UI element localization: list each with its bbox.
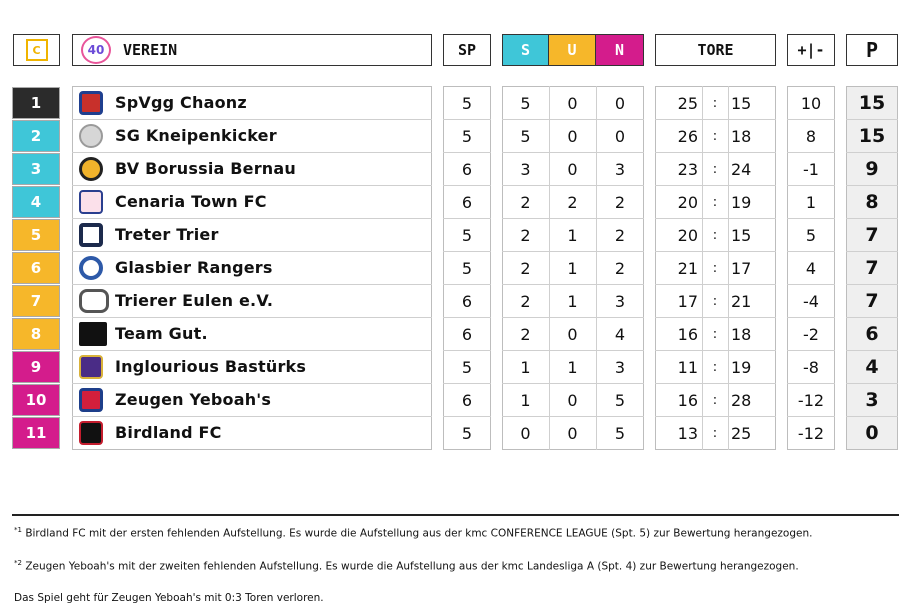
score-separator: :: [712, 128, 718, 144]
rank-badge: 1: [12, 87, 60, 119]
team-name: Cenaria Town FC: [115, 192, 267, 211]
club-header-label: VEREIN: [123, 41, 178, 59]
losses: 3: [614, 291, 626, 311]
goals-against: 28: [731, 390, 752, 410]
games-header[interactable]: SP: [443, 34, 491, 66]
losses-header[interactable]: N: [596, 34, 644, 66]
team-name: Inglourious Bastürks: [115, 357, 307, 376]
points: 7: [865, 257, 879, 279]
rank-badge: 2: [12, 120, 60, 152]
score-separator: :: [712, 194, 718, 210]
losses: 2: [614, 258, 626, 278]
anniversary-badge-icon: 40: [81, 36, 111, 64]
league-logo: [13, 34, 60, 66]
draws: 1: [567, 258, 578, 278]
shield-navy-icon: [79, 223, 103, 247]
team-name: SpVgg Chaonz: [115, 93, 247, 112]
rank-badge: 3: [12, 153, 60, 185]
games-played: 5: [461, 225, 473, 245]
wins: 5: [520, 126, 531, 146]
losses: 4: [614, 324, 626, 344]
draws: 0: [567, 423, 578, 443]
goals-for: 23: [677, 159, 698, 179]
gut-icon: [79, 322, 107, 346]
rank-badge: 11: [12, 417, 60, 449]
goals-for: 21: [677, 258, 698, 278]
wins: 5: [520, 93, 531, 113]
wins-header[interactable]: S: [502, 34, 549, 66]
rank-badge: 6: [12, 252, 60, 284]
wins: 2: [520, 258, 531, 278]
score-separator: :: [712, 392, 718, 408]
goal-difference: -8: [803, 357, 819, 377]
wins: 1: [520, 390, 531, 410]
bird-icon: [79, 421, 103, 445]
diff-header[interactable]: +|-: [787, 34, 835, 66]
footnote-divider: [12, 514, 899, 516]
points: 7: [865, 290, 879, 312]
draws: 0: [567, 126, 578, 146]
goal-difference: 4: [805, 258, 817, 278]
games-played: 6: [461, 159, 473, 179]
losses: 0: [614, 93, 626, 113]
score-separator: :: [712, 227, 718, 243]
draws: 1: [567, 225, 578, 245]
team-name: Trierer Eulen e.V.: [115, 291, 274, 310]
goals-header[interactable]: TORE: [655, 34, 776, 66]
losses: 2: [614, 225, 626, 245]
draws: 2: [567, 192, 578, 212]
games-played: 6: [461, 291, 473, 311]
points: 15: [858, 92, 886, 114]
rank-badge: 7: [12, 285, 60, 317]
goals-for: 13: [677, 423, 698, 443]
games-played: 6: [461, 324, 473, 344]
goals-against: 15: [731, 93, 752, 113]
rank-badge: 4: [12, 186, 60, 218]
score-separator: :: [712, 326, 718, 342]
games-played: 5: [461, 423, 473, 443]
wins: 2: [520, 225, 531, 245]
goal-difference: -1: [803, 159, 819, 179]
team-name: BV Borussia Bernau: [115, 159, 296, 178]
wins: 2: [520, 192, 531, 212]
team-name: Glasbier Rangers: [115, 258, 273, 277]
goal-difference: 1: [805, 192, 817, 212]
wins: 0: [520, 423, 531, 443]
goals-for: 20: [677, 192, 698, 212]
footnote-3: Das Spiel geht für Zeugen Yeboah's mit 0:3 Toren verloren.: [14, 592, 324, 604]
goal-difference: -4: [803, 291, 819, 311]
draws: 0: [567, 93, 578, 113]
team-name: SG Kneipenkicker: [115, 126, 277, 145]
footnote-1: $^{*1}$ Birdland FC mit der ersten fehlenden Aufstellung. Es wurde die Aufstellung aus der kmc CONFERENCE LEAGUE (Spt. 5) zur Bewertung herangezogen.: [14, 526, 813, 540]
score-separator: :: [712, 161, 718, 177]
score-separator: :: [712, 425, 718, 441]
goals-against: 24: [731, 159, 752, 179]
losses: 3: [614, 357, 626, 377]
goal-difference: 8: [805, 126, 817, 146]
games-played: 5: [461, 357, 473, 377]
goals-for: 16: [677, 390, 698, 410]
crest-red-icon: [79, 388, 103, 412]
goals-against: 18: [731, 126, 752, 146]
points: 15: [858, 125, 886, 147]
rank-badge: 5: [12, 219, 60, 251]
goals-for: 25: [677, 93, 698, 113]
wins: 3: [520, 159, 531, 179]
goals-for: 20: [677, 225, 698, 245]
tiger-icon: [79, 157, 103, 181]
losses: 5: [614, 423, 626, 443]
draws: 0: [567, 159, 578, 179]
wins: 2: [520, 324, 531, 344]
goals-against: 25: [731, 423, 752, 443]
score-separator: :: [712, 293, 718, 309]
shield-purple-icon: [79, 355, 103, 379]
team-name: Treter Trier: [115, 225, 219, 244]
losses: 3: [614, 159, 626, 179]
footnote-2: $^{*2}$ Zeugen Yeboah's mit der zweiten fehlenden Aufstellung. Es wurde die Aufstellung aus der kmc Landesliga A (Spt. 4) zur Bewertung herangezogen.: [14, 559, 799, 573]
goal-difference: -12: [797, 423, 825, 443]
points: 4: [865, 356, 879, 378]
crest-pink-icon: [79, 190, 103, 214]
draws: 1: [567, 291, 578, 311]
losses: 5: [614, 390, 626, 410]
owl-icon: [79, 289, 109, 313]
goals-for: 16: [677, 324, 698, 344]
games-played: 5: [461, 258, 473, 278]
wins: 2: [520, 291, 531, 311]
draws: 0: [567, 324, 578, 344]
goal-difference: -12: [797, 390, 825, 410]
club-header[interactable]: [72, 34, 432, 66]
games-played: 5: [461, 126, 473, 146]
rank-badge: 8: [12, 318, 60, 350]
round-grey-icon: [79, 124, 103, 148]
wins: 1: [520, 357, 531, 377]
team-name: Birdland FC: [115, 423, 222, 442]
goals-for: 17: [677, 291, 698, 311]
goal-difference: 5: [805, 225, 817, 245]
goals-for: 26: [677, 126, 698, 146]
losses: 0: [614, 126, 626, 146]
goals-against: 21: [731, 291, 752, 311]
goals-against: 15: [731, 225, 752, 245]
team-name: Zeugen Yeboah's: [115, 390, 272, 409]
rank-badge: 10: [12, 384, 60, 416]
points: 0: [865, 422, 879, 444]
goal-difference: 10: [800, 93, 822, 113]
losses: 2: [614, 192, 626, 212]
draws: 1: [567, 357, 578, 377]
goals-against: 17: [731, 258, 752, 278]
goal-difference: -2: [803, 324, 819, 344]
points: 3: [865, 389, 879, 411]
score-separator: :: [712, 95, 718, 111]
league-logo-icon: C: [26, 39, 48, 61]
team-name: Team Gut.: [115, 324, 208, 343]
games-played: 6: [461, 390, 473, 410]
goals-against: 19: [731, 192, 752, 212]
shield-red-icon: [79, 91, 103, 115]
games-played: 6: [461, 192, 473, 212]
draws-header[interactable]: U: [549, 34, 596, 66]
points: 6: [865, 323, 879, 345]
goals-for: 11: [677, 357, 698, 377]
goals-against: 18: [731, 324, 752, 344]
goals-against: 19: [731, 357, 752, 377]
points: 7: [865, 224, 879, 246]
games-played: 5: [461, 93, 473, 113]
points: 8: [865, 191, 879, 213]
round-blue-icon: [79, 256, 103, 280]
rank-badge: 9: [12, 351, 60, 383]
points-header[interactable]: P: [846, 34, 898, 66]
points: 9: [865, 158, 879, 180]
draws: 0: [567, 390, 578, 410]
score-separator: :: [712, 359, 718, 375]
score-separator: :: [712, 260, 718, 276]
